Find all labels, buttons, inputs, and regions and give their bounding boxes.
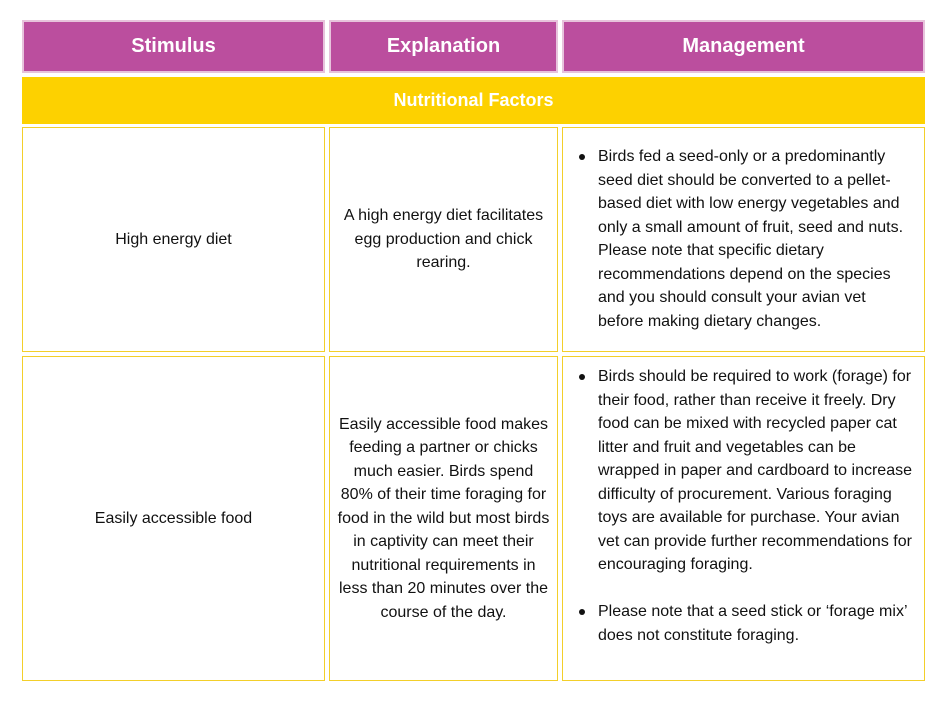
section-nutritional-factors [22, 77, 925, 124]
row-1-stimulus [22, 127, 325, 352]
header-management [562, 20, 925, 73]
row-2-explanation-text: Easily accessible food makes feeding a partner or chicks much easier. Birds spend 80% of their time foraging for food in the wild but most birds in captivity can meet their nutritional requirements in less than 20 minutes over the course of the day. [337, 415, 550, 621]
header-explanation [329, 20, 558, 73]
row-2-management-list [563, 365, 914, 647]
row-2-stimulus [22, 356, 325, 681]
header-stimulus-label: Stimulus [131, 35, 216, 57]
list-item: Birds fed a seed-only or a predominantly seed diet should be converted to a pellet-based diet with low energy vegetables and only a small amount of fruit, seed and nuts. Please note that specific dietary recommendations depend on the species and you should consult your avian vet before making dietary changes. [598, 145, 914, 333]
header-management-label: Management [682, 35, 805, 57]
list-item: Birds should be required to work (forage) for their food, rather than receive it freely. Dry food can be mixed with recycled paper cat litter and fruit and vegetables can be wrapped in paper and cardboard to increase difficulty of procurement. Various foraging toys are available for purchase. Your avian vet can provide further recommendations for encouraging foraging. [598, 365, 914, 577]
row-1-management [562, 127, 925, 352]
row-1-explanation-text: A high energy diet facilitates egg production and chick rearing. [343, 207, 544, 272]
row-1-management-list [563, 145, 914, 333]
row-2-explanation [329, 356, 558, 681]
header-stimulus [22, 20, 325, 73]
row-2-management [562, 356, 925, 681]
header-explanation-label: Explanation [386, 35, 501, 57]
row-2-stimulus-text: Easily accessible food [94, 509, 253, 527]
list-item: Please note that a seed stick or ‘forage mix’ does not constitute foraging. [598, 600, 914, 647]
section-title: Nutritional Factors [393, 90, 554, 110]
row-1-stimulus-text: High energy diet [115, 230, 232, 248]
row-1-explanation [329, 127, 558, 352]
